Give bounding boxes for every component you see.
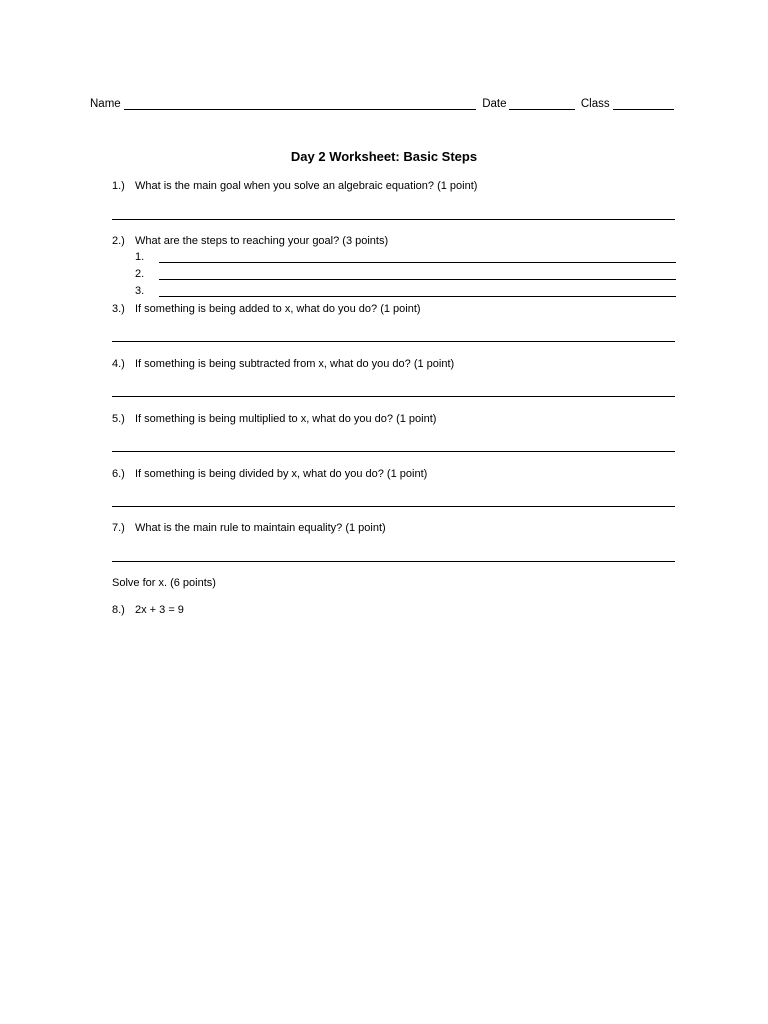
student-info-row — [90, 92, 674, 110]
question-text: If something is being multiplied to x, what do you do? (1 point) — [135, 413, 437, 425]
question-number: 2.) — [112, 235, 125, 247]
question-number: 3.) — [112, 303, 125, 315]
question-2 — [112, 235, 388, 247]
question-text: If something is being divided by x, what do you do? (1 point) — [135, 468, 428, 480]
date-field[interactable] — [509, 96, 574, 110]
step-1-label: 1. — [135, 251, 145, 263]
question-6 — [112, 468, 427, 480]
question-1 — [112, 180, 477, 192]
answer-line-3[interactable] — [112, 341, 675, 342]
question-number: 6.) — [112, 468, 125, 480]
answer-line-7[interactable] — [112, 561, 675, 562]
question-8 — [112, 604, 184, 616]
question-number: 8.) — [112, 604, 125, 616]
page-title: Day 2 Worksheet: Basic Steps — [290, 149, 478, 164]
step-3-line[interactable] — [159, 296, 676, 297]
class-field[interactable] — [613, 96, 674, 110]
question-text: If something is being subtracted from x, what do you do? (1 point) — [135, 358, 455, 370]
answer-line-1[interactable] — [112, 219, 675, 220]
equation-text: 2x + 3 = 9 — [135, 604, 184, 616]
name-field[interactable] — [124, 96, 477, 110]
solve-instruction: Solve for x. (6 points) — [112, 577, 216, 589]
question-7 — [112, 522, 386, 534]
question-number: 1.) — [112, 180, 125, 192]
question-number: 7.) — [112, 522, 125, 534]
question-text: What is the main goal when you solve an algebraic equation? (1 point) — [135, 180, 478, 192]
step-2-line[interactable] — [159, 279, 676, 280]
question-text: If something is being added to x, what do you do? (1 point) — [135, 303, 421, 315]
class-label: Class — [580, 98, 610, 110]
question-text: What are the steps to reaching your goal? (3 points) — [135, 235, 389, 247]
answer-line-6[interactable] — [112, 506, 675, 507]
name-label: Name — [90, 98, 121, 110]
question-3 — [112, 303, 421, 315]
step-1-line[interactable] — [159, 262, 676, 263]
step-3-label: 3. — [135, 285, 145, 297]
question-text: What is the main rule to maintain equality? (1 point) — [135, 522, 386, 534]
question-4 — [112, 358, 454, 370]
date-label: Date — [482, 98, 507, 110]
question-number: 4.) — [112, 358, 125, 370]
question-number: 5.) — [112, 413, 125, 425]
answer-line-4[interactable] — [112, 396, 675, 397]
answer-line-5[interactable] — [112, 451, 675, 452]
step-2-label: 2. — [135, 268, 145, 280]
question-5 — [112, 413, 436, 425]
